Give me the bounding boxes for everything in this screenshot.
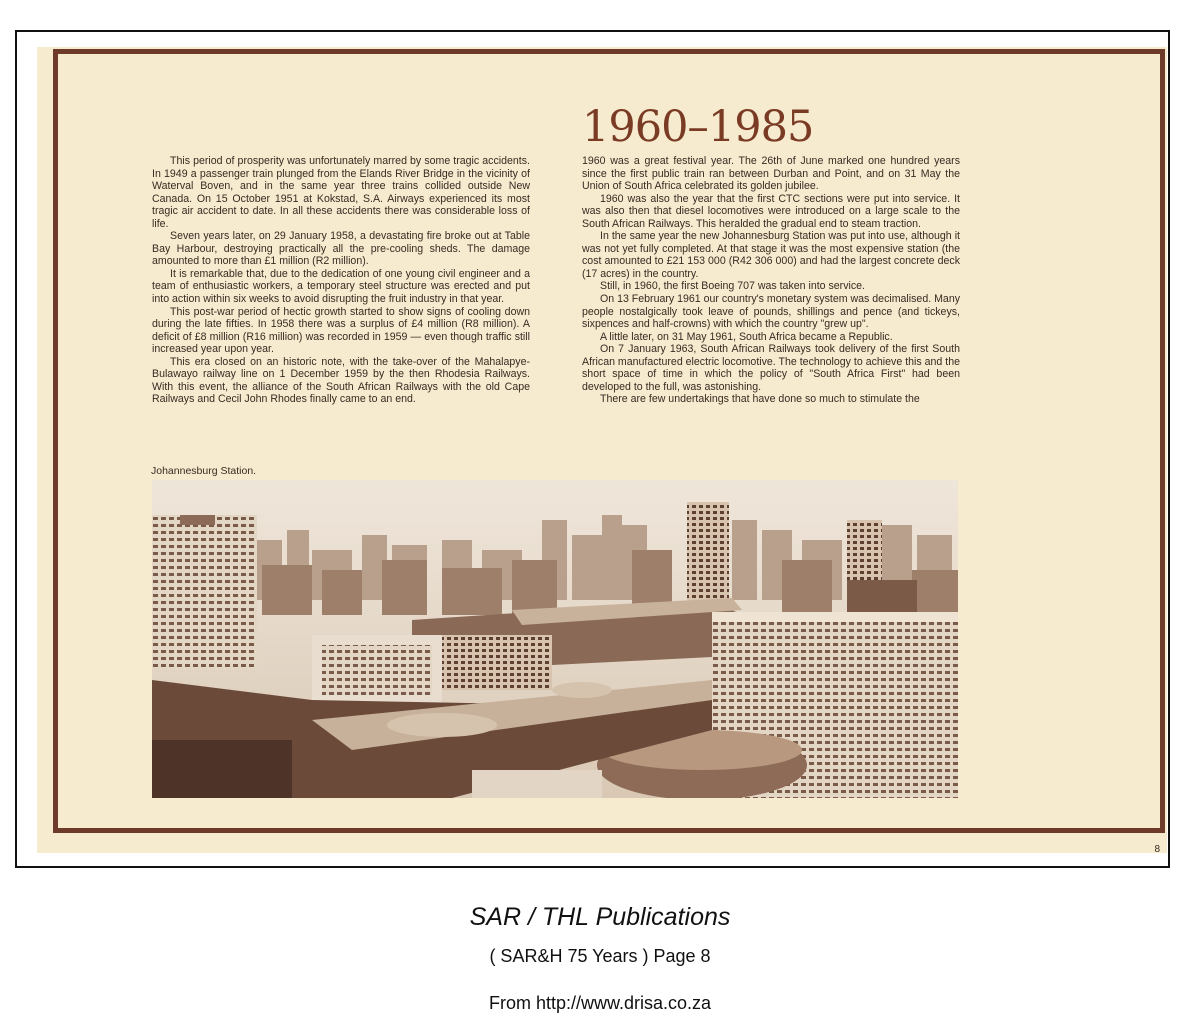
paragraph: Seven years later, on 29 January 1958, a devastating fire broke out at Table Bay Harbour, destroying practically all the pre-cooling sheds. The damage amounted to more than £1 million (R2 million). [152,230,530,268]
scanned-page-frame [15,30,1170,868]
page-number: 8 [1154,844,1160,855]
paragraph: This era closed on an historic note, with the take-over of the Mahalapye-Bulawayo railway line on 1 December 1959 by the then Rhodesia Railways. With this event, the alliance of the South African Railways with the old Cape Railways and Cecil John Rhodes finally came to an end. [152,355,530,406]
paragraph: Still, in 1960, the first Boeing 707 was taken into service. [600,280,865,293]
right-text-column [582,155,960,406]
brochure-page [37,47,1167,853]
source-credit: From http://www.drisa.co.za [488,993,712,1013]
photo-caption: Johannesburg Station. [151,465,257,477]
paragraph: There are few undertakings that have done so much to stimulate the [600,393,920,406]
paragraph: In the same year the new Johannesburg Station was put into use, although it was not yet fully completed. At that stage it was the most expensive station (the cost amounted to £21 153 000 (R42 306 000) and had the largest concrete deck (17 acres) in the country. [582,230,960,280]
johannesburg-station-photo [152,480,958,798]
paragraph: This post-war period of hectic growth started to show signs of cooling down during the late fifties. In 1958 there was a surplus of £4 million (R8 million). A deficit of £8 million (R16 million) was recorded in 1959 — even though traffic still increased year upon year. [152,305,530,356]
publisher-title: SAR / THL Publications [469,903,731,931]
paragraph: On 7 January 1963, South African Railways took delivery of the first South African manufactured electric locomotive. The technology to achieve this and the short space of time in which the policy of "South Africa First" had been developed to the full, was astonishing. [582,343,960,393]
paragraph: On 13 February 1961 our country's monetary system was decimalised. Many people nostalgically took leave of pounds, shillings and pence (and tickeys, sixpences and half-crowns) with which the country "grew up". [582,293,961,331]
paragraph: This period of prosperity was unfortunately marred by some tragic accidents. In 1949 a passenger train plunged from the Elands River Bridge in the vicinity of Waterval Boven, and in the same year three trains collided outside New Canada. On 15 October 1951 at Kokstad, S.A. Airways experienced its most tragic air accident to date. In all these accidents there was considerable loss of life. [152,155,530,230]
left-text-column [152,155,530,406]
paragraph: 1960 was a great festival year. The 26th of June marked one hundred years since the first public train ran between Durban and Point, and on 31 May the Union of South Africa celebrated its golden jubilee. [582,155,960,193]
publication-subtitle: ( SAR&H 75 Years ) Page 8 [489,946,711,966]
section-heading: 1960–1985 [582,102,814,152]
paragraph: 1960 was also the year that the first CTC sections were put into service. It was also then that diesel locomotives were introduced on a large scale to the South African Railways. This heralded the gradual end to steam traction. [582,192,960,230]
paragraph: A little later, on 31 May 1961, South Africa became a Republic. [600,330,893,343]
paragraph: It is remarkable that, due to the dedication of one young civil engineer and a team of enthusiastic workers, a temporary steel structure was erected and put into action within six weeks to avoid disrupting the fruit industry in that year. [152,267,530,306]
